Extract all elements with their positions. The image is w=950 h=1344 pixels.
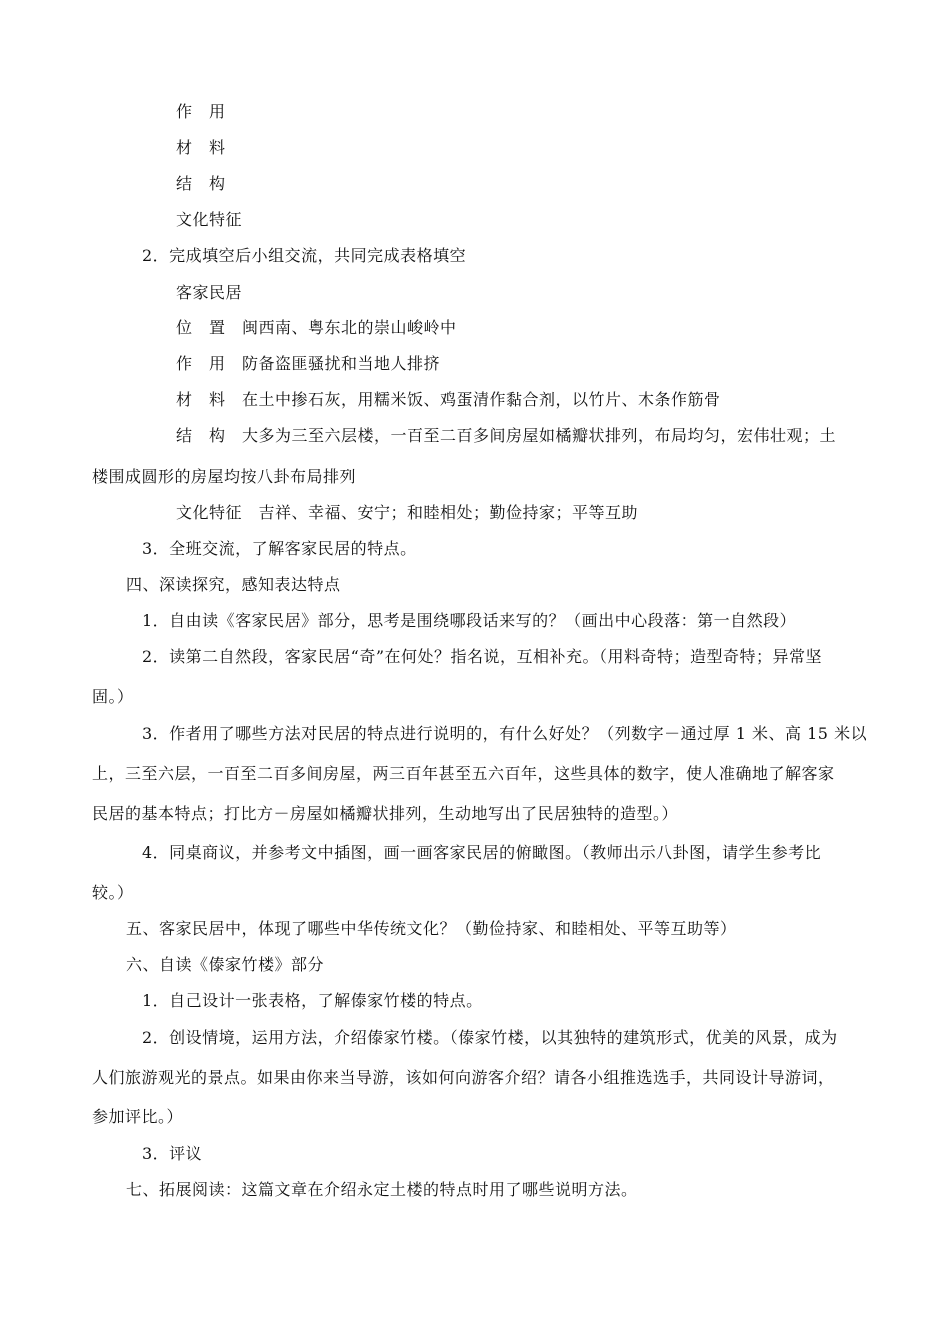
paragraph-line: 较。） xyxy=(92,883,134,902)
list-item: 2．读第二自然段，客家民居“奇”在何处？指名说，互相补充。（用料奇特；造型奇特；异常坚 xyxy=(142,647,823,666)
section-heading: 七、拓展阅读：这篇文章在介绍永定土楼的特点时用了哪些说明方法。 xyxy=(126,1180,638,1199)
list-item: 1．自己设计一张表格，了解傣家竹楼的特点。 xyxy=(142,991,483,1010)
section-heading: 六、自读《傣家竹楼》部分 xyxy=(126,955,325,974)
paragraph-line: 人们旅游观光的景点。如果由你来当导游，该如何向游客介绍？请各小组推选选手，共同设计导游词， xyxy=(92,1068,835,1087)
list-item: 3．全班交流，了解客家民居的特点。 xyxy=(142,539,417,558)
table-row: 作 用 防备盗匪骚扰和当地人排挤 xyxy=(176,354,441,373)
table-row: 位 置 闽西南、粤东北的崇山峻岭中 xyxy=(176,318,457,337)
list-item: 4．同桌商议，并参考文中插图，画一画客家民居的俯瞰图。（教师出示八卦图，请学生参考比 xyxy=(142,843,822,862)
paragraph-line: 民居的基本特点；打比方－房屋如橘瓣状排列，生动地写出了民居独特的造型。） xyxy=(92,804,679,823)
table-heading: 客家民居 xyxy=(176,283,243,302)
list-item: 2．完成填空后小组交流，共同完成表格填空 xyxy=(142,246,467,265)
table-row: 文化特征 吉祥、幸福、安宁；和睦相处；勤俭持家；平等互助 xyxy=(176,503,639,522)
table-row: 结 构 大多为三至六层楼，一百至二百多间房屋如橘瓣状排列，布局均匀，宏伟壮观；土 xyxy=(176,426,837,445)
section-heading: 五、客家民居中，体现了哪些中华传统文化？（勤俭持家、和睦相处、平等互助等） xyxy=(126,919,737,938)
paragraph-line: 固。） xyxy=(92,687,134,706)
list-item: 3．作者用了哪些方法对民居的特点进行说明的，有什么好处？（列数字－通过厚 1 米、高 15 米以 xyxy=(142,724,868,743)
table-row-label-function: 作 用 xyxy=(176,102,226,121)
table-row: 材 料 在土中掺石灰，用糯米饭、鸡蛋清作黏合剂，以竹片、木条作筋骨 xyxy=(176,390,721,409)
table-row-label-structure: 结 构 xyxy=(176,174,226,193)
table-row-label-culture: 文化特征 xyxy=(176,210,243,229)
paragraph-line: 上，三至六层，一百至二百多间房屋，两三百年甚至五六百年，这些具体的数字，使人准确地了解客家 xyxy=(92,764,835,783)
list-item: 3．评议 xyxy=(142,1144,203,1163)
paragraph-line: 参加评比。） xyxy=(92,1107,184,1126)
list-item: 2．创设情境，运用方法，介绍傣家竹楼。（傣家竹楼，以其独特的建筑形式，优美的风景，成为 xyxy=(142,1028,838,1047)
list-item: 1．自由读《客家民居》部分，思考是围绕哪段话来写的？（画出中心段落：第一自然段） xyxy=(142,611,797,630)
paragraph-line: 楼围成圆形的房屋均按八卦布局排列 xyxy=(92,467,357,486)
table-row-label-material: 材 料 xyxy=(176,138,226,157)
section-heading: 四、深读探究，感知表达特点 xyxy=(126,575,341,594)
